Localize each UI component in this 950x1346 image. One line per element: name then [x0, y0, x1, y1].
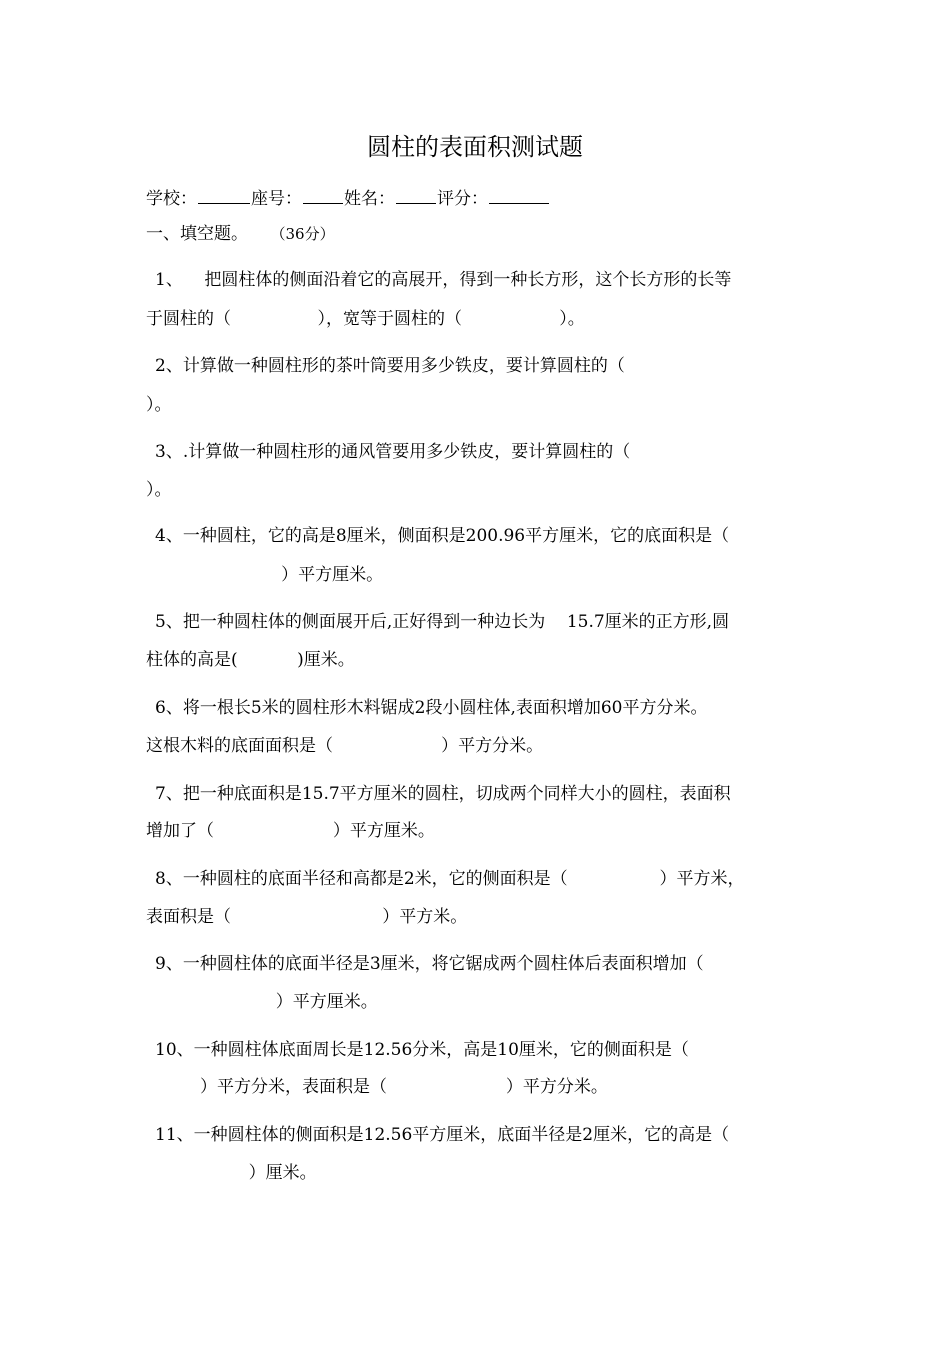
- info-line: [146, 187, 550, 211]
- section-points: （36分）: [278, 225, 335, 243]
- question-4-line-1: 4、一种圆柱，它的高是8厘米，侧面积是200.96平方厘米，它的底面积是（: [155, 526, 730, 546]
- question-6-line-1: 6、将一根长5米的圆柱形木料锯成2段小圆柱体,表面积增加60平方分米。: [155, 698, 708, 718]
- question-3-line-2: ）。: [146, 480, 172, 500]
- question-10-line-1: 10、一种圆柱体底面周长是12.56分米，高是10厘米，它的侧面积是（: [155, 1040, 689, 1060]
- question-11-line-2: ）厘米。: [146, 1163, 317, 1183]
- question-6-line-2: 这根木料的底面面积是（ ）平方分米。: [146, 736, 544, 756]
- question-2-line-1: 2、计算做一种圆柱形的茶叶筒要用多少铁皮，要计算圆柱的（: [155, 356, 625, 376]
- question-11-line-1: 11、一种圆柱体的侧面积是12.56平方厘米，底面半径是2厘米，它的高是（: [155, 1125, 730, 1145]
- seat-blank[interactable]: [303, 187, 343, 204]
- name-blank[interactable]: [396, 187, 436, 204]
- name-label: 姓名：: [344, 189, 395, 209]
- question-5-line-1: 5、把一种圆柱体的侧面展开后,正好得到一种边长为 15.7厘米的正方形,圆: [155, 612, 730, 632]
- question-5-line-2: 柱体的高是( )厘米。: [146, 650, 355, 670]
- question-10-line-2: ）平方分米，表面积是（ ）平方分米。: [146, 1077, 608, 1097]
- score-label: 评分：: [437, 189, 488, 209]
- school-label: 学校：: [146, 189, 197, 209]
- page-title: 圆柱的表面积测试题: [367, 133, 583, 161]
- score-blank[interactable]: [489, 187, 549, 204]
- section-heading: [146, 222, 335, 246]
- question-3-line-1: 3、.计算做一种圆柱形的通风管要用多少铁皮，要计算圆柱的（: [155, 442, 631, 462]
- question-8-line-2: 表面积是（ ）平方米。: [146, 907, 468, 927]
- section-title: 一、填空题。: [146, 224, 248, 244]
- question-1-line-1: 1、 把圆柱体的侧面沿着它的高展开，得到一种长方形，这个长方形的长等: [155, 270, 732, 290]
- seat-label: 座号：: [251, 189, 302, 209]
- question-8-line-1: 8、一种圆柱的底面半径和高都是2米，它的侧面积是（ ）平方米，: [155, 869, 745, 889]
- question-7-line-2: 增加了（ ）平方厘米。: [146, 821, 435, 841]
- question-7-line-1: 7、把一种底面积是15.7平方厘米的圆柱，切成两个同样大小的圆柱，表面积: [155, 784, 731, 804]
- question-4-line-2: ）平方厘米。: [146, 565, 384, 585]
- question-9-line-1: 9、一种圆柱体的底面半径是3厘米，将它锯成两个圆柱体后表面积增加（: [155, 954, 704, 974]
- question-1-line-2: 于圆柱的（ ），宽等于圆柱的（ ）。: [146, 309, 585, 329]
- question-9-line-2: ）平方厘米。: [146, 992, 378, 1012]
- question-2-line-2: ）。: [146, 395, 172, 415]
- school-blank[interactable]: [198, 187, 250, 204]
